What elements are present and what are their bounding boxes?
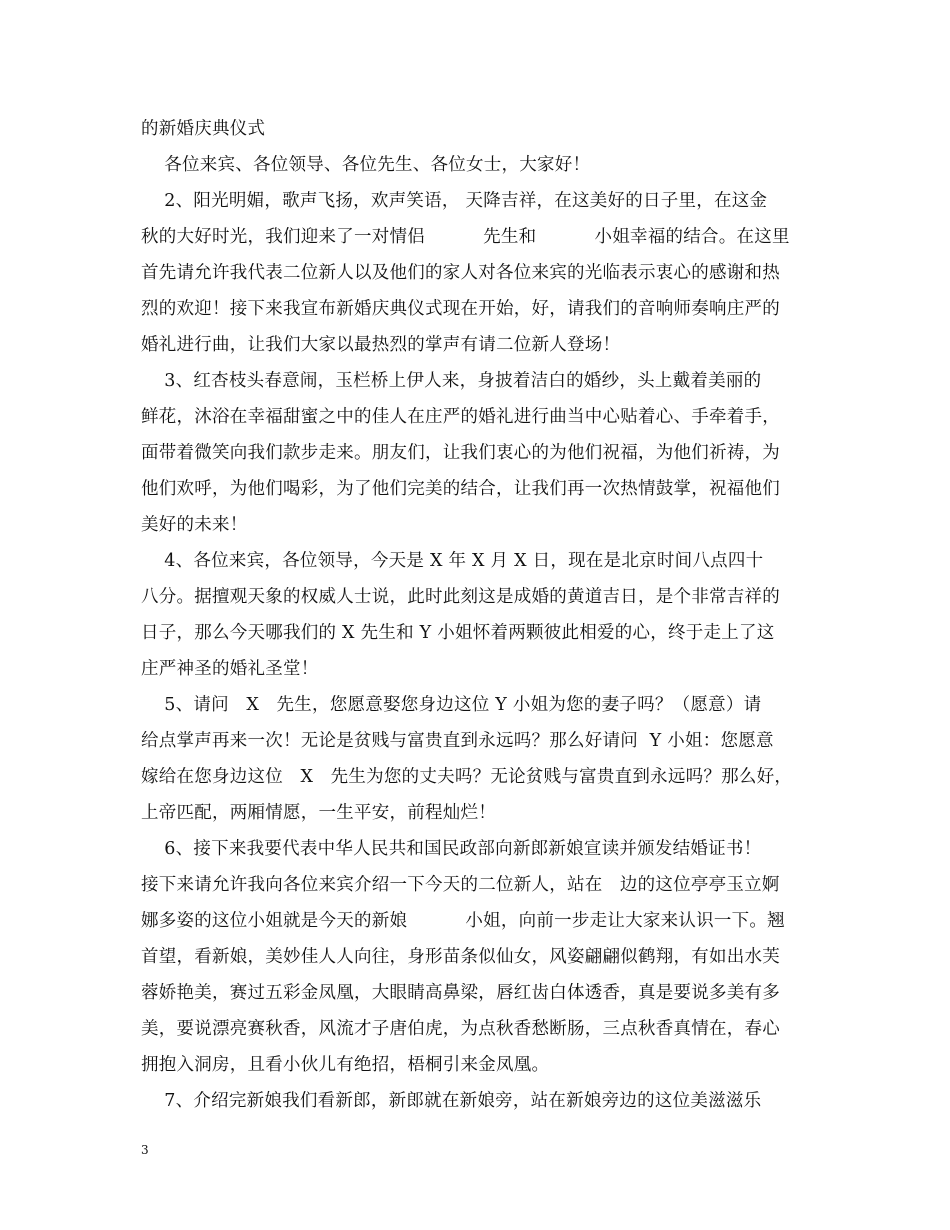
text-line: 7、介绍完新娘我们看新郎，新郎就在新娘旁，站在新娘旁边的这位美滋滋乐 [141, 1091, 762, 1111]
text-line: 的新婚庆典仪式 [141, 119, 266, 139]
text-line: 拥抱入洞房，且看小伙儿有绝招，梧桐引来金凤凰。 [141, 1055, 550, 1075]
text-line: 接下来请允许我向各位来宾介绍一下今天的二位新人，站在 边的这位亭亭玉立婀 [141, 875, 780, 895]
text-line: 3、红杏枝头春意闹，玉栏桥上伊人来，身披着洁白的婚纱，头上戴着美丽的 [141, 371, 762, 391]
text-line: 面带着微笑向我们款步走来。朋友们，让我们衷心的为他们祝福，为他们祈祷，为 [141, 443, 780, 463]
text-line: 嫁给在您身边这位 X 先生为您的丈夫吗？无论贫贱与富贵直到永远吗？那么好， [141, 767, 793, 787]
text-line: 首先请允许我代表二位新人以及他们的家人对各位来宾的光临表示衷心的感谢和热 [141, 263, 780, 283]
text-line: 6、接下来我要代表中华人民共和国民政部向新郎新娘宣读并颁发结婚证书！ [141, 839, 762, 859]
text-line: 鲜花，沐浴在幸福甜蜜之中的佳人在庄严的婚礼进行曲当中心贴着心、手牵着手， [141, 407, 780, 427]
text-line: 各位来宾、各位领导、各位先生、各位女士，大家好！ [141, 155, 591, 175]
text-line: 给点掌声再来一次！无论是贫贱与富贵直到永远吗？那么好请问 Y 小姐：您愿意 [141, 731, 774, 751]
text-line: 日子，那么今天哪我们的 X 先生和 Y 小姐怀着两颗彼此相爱的心，终于走上了这 [141, 623, 775, 643]
text-line: 美好的未来！ [141, 515, 248, 535]
text-line: 蓉娇艳美，赛过五彩金凤凰，大眼睛高鼻梁，唇红齿白体透香，真是要说多美有多 [141, 983, 780, 1003]
text-line: 2、阳光明媚，歌声飞扬，欢声笑语， 天降吉祥，在这美好的日子里，在这金 [141, 191, 768, 211]
text-line: 他们欢呼，为他们喝彩，为了他们完美的结合，让我们再一次热情鼓掌，祝福他们 [141, 479, 780, 499]
text-line: 庄严神圣的婚礼圣堂！ [141, 659, 319, 679]
text-line: 八分。据擅观天象的权威人士说，此时此刻这是成婚的黄道吉日，是个非常吉祥的 [141, 587, 780, 607]
page-number: 3 [141, 1143, 149, 1157]
text-line: 5、请问 X 先生，您愿意娶您身边这位 Y 小姐为您的妻子吗？（愿意）请 [141, 695, 762, 715]
text-line: 4、各位来宾，各位领导，今天是 X 年 X 月 X 日，现在是北京时间八点四十 [141, 551, 764, 571]
text-line: 娜多姿的这位小姐就是今天的新娘 小姐，向前一步走让大家来认识一下。翘 [141, 911, 785, 931]
text-line: 上帝匹配，两厢情愿，一生平安，前程灿烂！ [141, 803, 496, 823]
text-line: 首望，看新娘，美妙佳人人向往，身形苗条似仙女，风姿翩翩似鹤翔，有如出水芙 [141, 947, 780, 967]
text-line: 美，要说漂亮赛秋香，风流才子唐伯虎，为点秋香愁断肠，三点秋香真情在，春心 [141, 1019, 780, 1039]
text-line: 烈的欢迎！接下来我宣布新婚庆典仪式现在开始，好，请我们的音响师奏响庄严的 [141, 299, 780, 319]
text-line: 婚礼进行曲，让我们大家以最热烈的掌声有请二位新人登场！ [141, 335, 621, 355]
text-line: 秋的大好时光，我们迎来了一对情侣 先生和 小姐幸福的结合。在这里 [141, 227, 790, 247]
